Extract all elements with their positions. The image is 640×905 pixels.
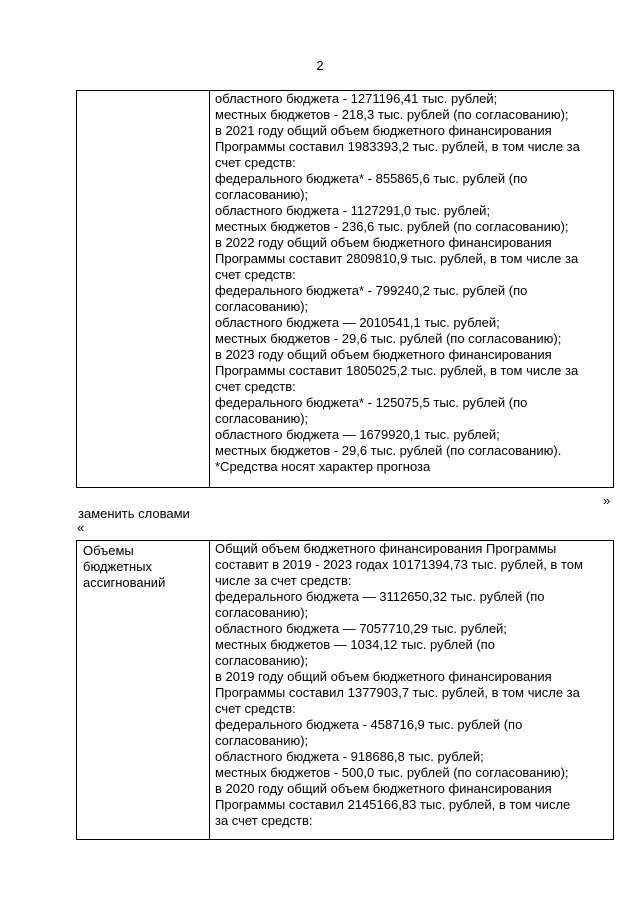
text-line: федерального бюджета* - 855865,6 тыс. рублей (по — [215, 171, 528, 186]
text-line: согласованию); — [215, 605, 309, 620]
text-line: областного бюджета - 1271196,41 тыс. рублей; — [215, 91, 498, 106]
replace-instruction: заменить словами — [78, 506, 190, 521]
closing-quote: » — [603, 493, 611, 508]
text-line: федерального бюджета - 458716,9 тыс. рублей (по — [215, 717, 523, 732]
text-line: федерального бюджета — 3112650,32 тыс. рублей (по — [215, 589, 545, 604]
funding-table-new — [76, 540, 614, 840]
text-line: Объемы — [83, 543, 134, 558]
text-line: в 2023 году общий объем бюджетного финансирования — [215, 347, 552, 362]
text-line: в 2022 году общий объем бюджетного финансирования — [215, 235, 552, 250]
text-line: составит в 2019 - 2023 годах 10171394,73 тыс. рублей, в том — [215, 557, 583, 572]
row-heading — [77, 541, 209, 593]
text-line: согласованию); — [215, 187, 309, 202]
text-line: за счет средств: — [215, 813, 313, 828]
text-line: в 2019 году общий объем бюджетного финансирования — [215, 669, 552, 684]
text-line: Программы составил 2145166,83 тыс. рублей, в том числе — [215, 797, 571, 812]
text-line: *Средства носят характер прогноза — [215, 459, 431, 474]
text-line: Общий объем бюджетного финансирования Программы — [215, 541, 557, 556]
text-line: Программы составил 1983393,2 тыс. рублей, в том числе за — [215, 139, 580, 154]
text-line: в 2021 году общий объем бюджетного финансирования — [215, 123, 552, 138]
text-line: местных бюджетов - 29,6 тыс. рублей (по согласованию); — [215, 331, 562, 346]
text-line: числе за счет средств: — [215, 573, 352, 588]
text-line: федерального бюджета* - 125075,5 тыс. рублей (по — [215, 395, 528, 410]
text-line: местных бюджетов — 1034,12 тыс. рублей (по — [215, 637, 495, 652]
funding-text-block — [210, 541, 613, 829]
table-left-cell — [77, 541, 210, 840]
text-line: согласованию); — [215, 299, 309, 314]
text-line: Программы составит 2809810,9 тыс. рублей, в том числе за — [215, 251, 579, 266]
text-line: федерального бюджета* - 799240,2 тыс. рублей (по — [215, 283, 528, 298]
text-line: счет средств: — [215, 155, 296, 170]
text-line: местных бюджетов - 500,0 тыс. рублей (по согласованию); — [215, 765, 569, 780]
opening-quote: « — [77, 520, 85, 535]
text-line: областного бюджета - 1127291,0 тыс. рублей; — [215, 203, 491, 218]
text-line: областного бюджета - 918686,8 тыс. рублей; — [215, 749, 484, 764]
table-right-cell — [210, 541, 614, 840]
text-line: ассигнований — [83, 575, 166, 590]
text-line: бюджетных — [83, 559, 152, 574]
text-line: Программы составил 1377903,7 тыс. рублей, в том числе за — [215, 685, 580, 700]
funding-table-old — [76, 90, 614, 488]
text-line: Программы составит 1805025,2 тыс. рублей, в том числе за — [215, 363, 579, 378]
text-line: местных бюджетов - 236,6 тыс. рублей (по согласованию); — [215, 219, 569, 234]
text-line: областного бюджета — 1679920,1 тыс. рублей; — [215, 427, 500, 442]
text-line: в 2020 году общий объем бюджетного финансирования — [215, 781, 552, 796]
text-line: областного бюджета — 7057710,29 тыс. рублей; — [215, 621, 507, 636]
text-line: согласованию); — [215, 411, 309, 426]
text-line: счет средств: — [215, 379, 296, 394]
page-number: 2 — [316, 58, 324, 73]
text-line: согласованию); — [215, 733, 309, 748]
text-line: областного бюджета — 2010541,1 тыс. рублей; — [215, 315, 500, 330]
funding-text-block — [210, 91, 613, 475]
table-left-cell — [77, 91, 210, 488]
table-right-cell — [210, 91, 614, 488]
text-line: согласованию); — [215, 653, 309, 668]
text-line: счет средств: — [215, 701, 296, 716]
text-line: местных бюджетов - 29,6 тыс. рублей (по согласованию). — [215, 443, 562, 458]
text-line: счет средств: — [215, 267, 296, 282]
text-line: местных бюджетов - 218,3 тыс. рублей (по согласованию); — [215, 107, 569, 122]
